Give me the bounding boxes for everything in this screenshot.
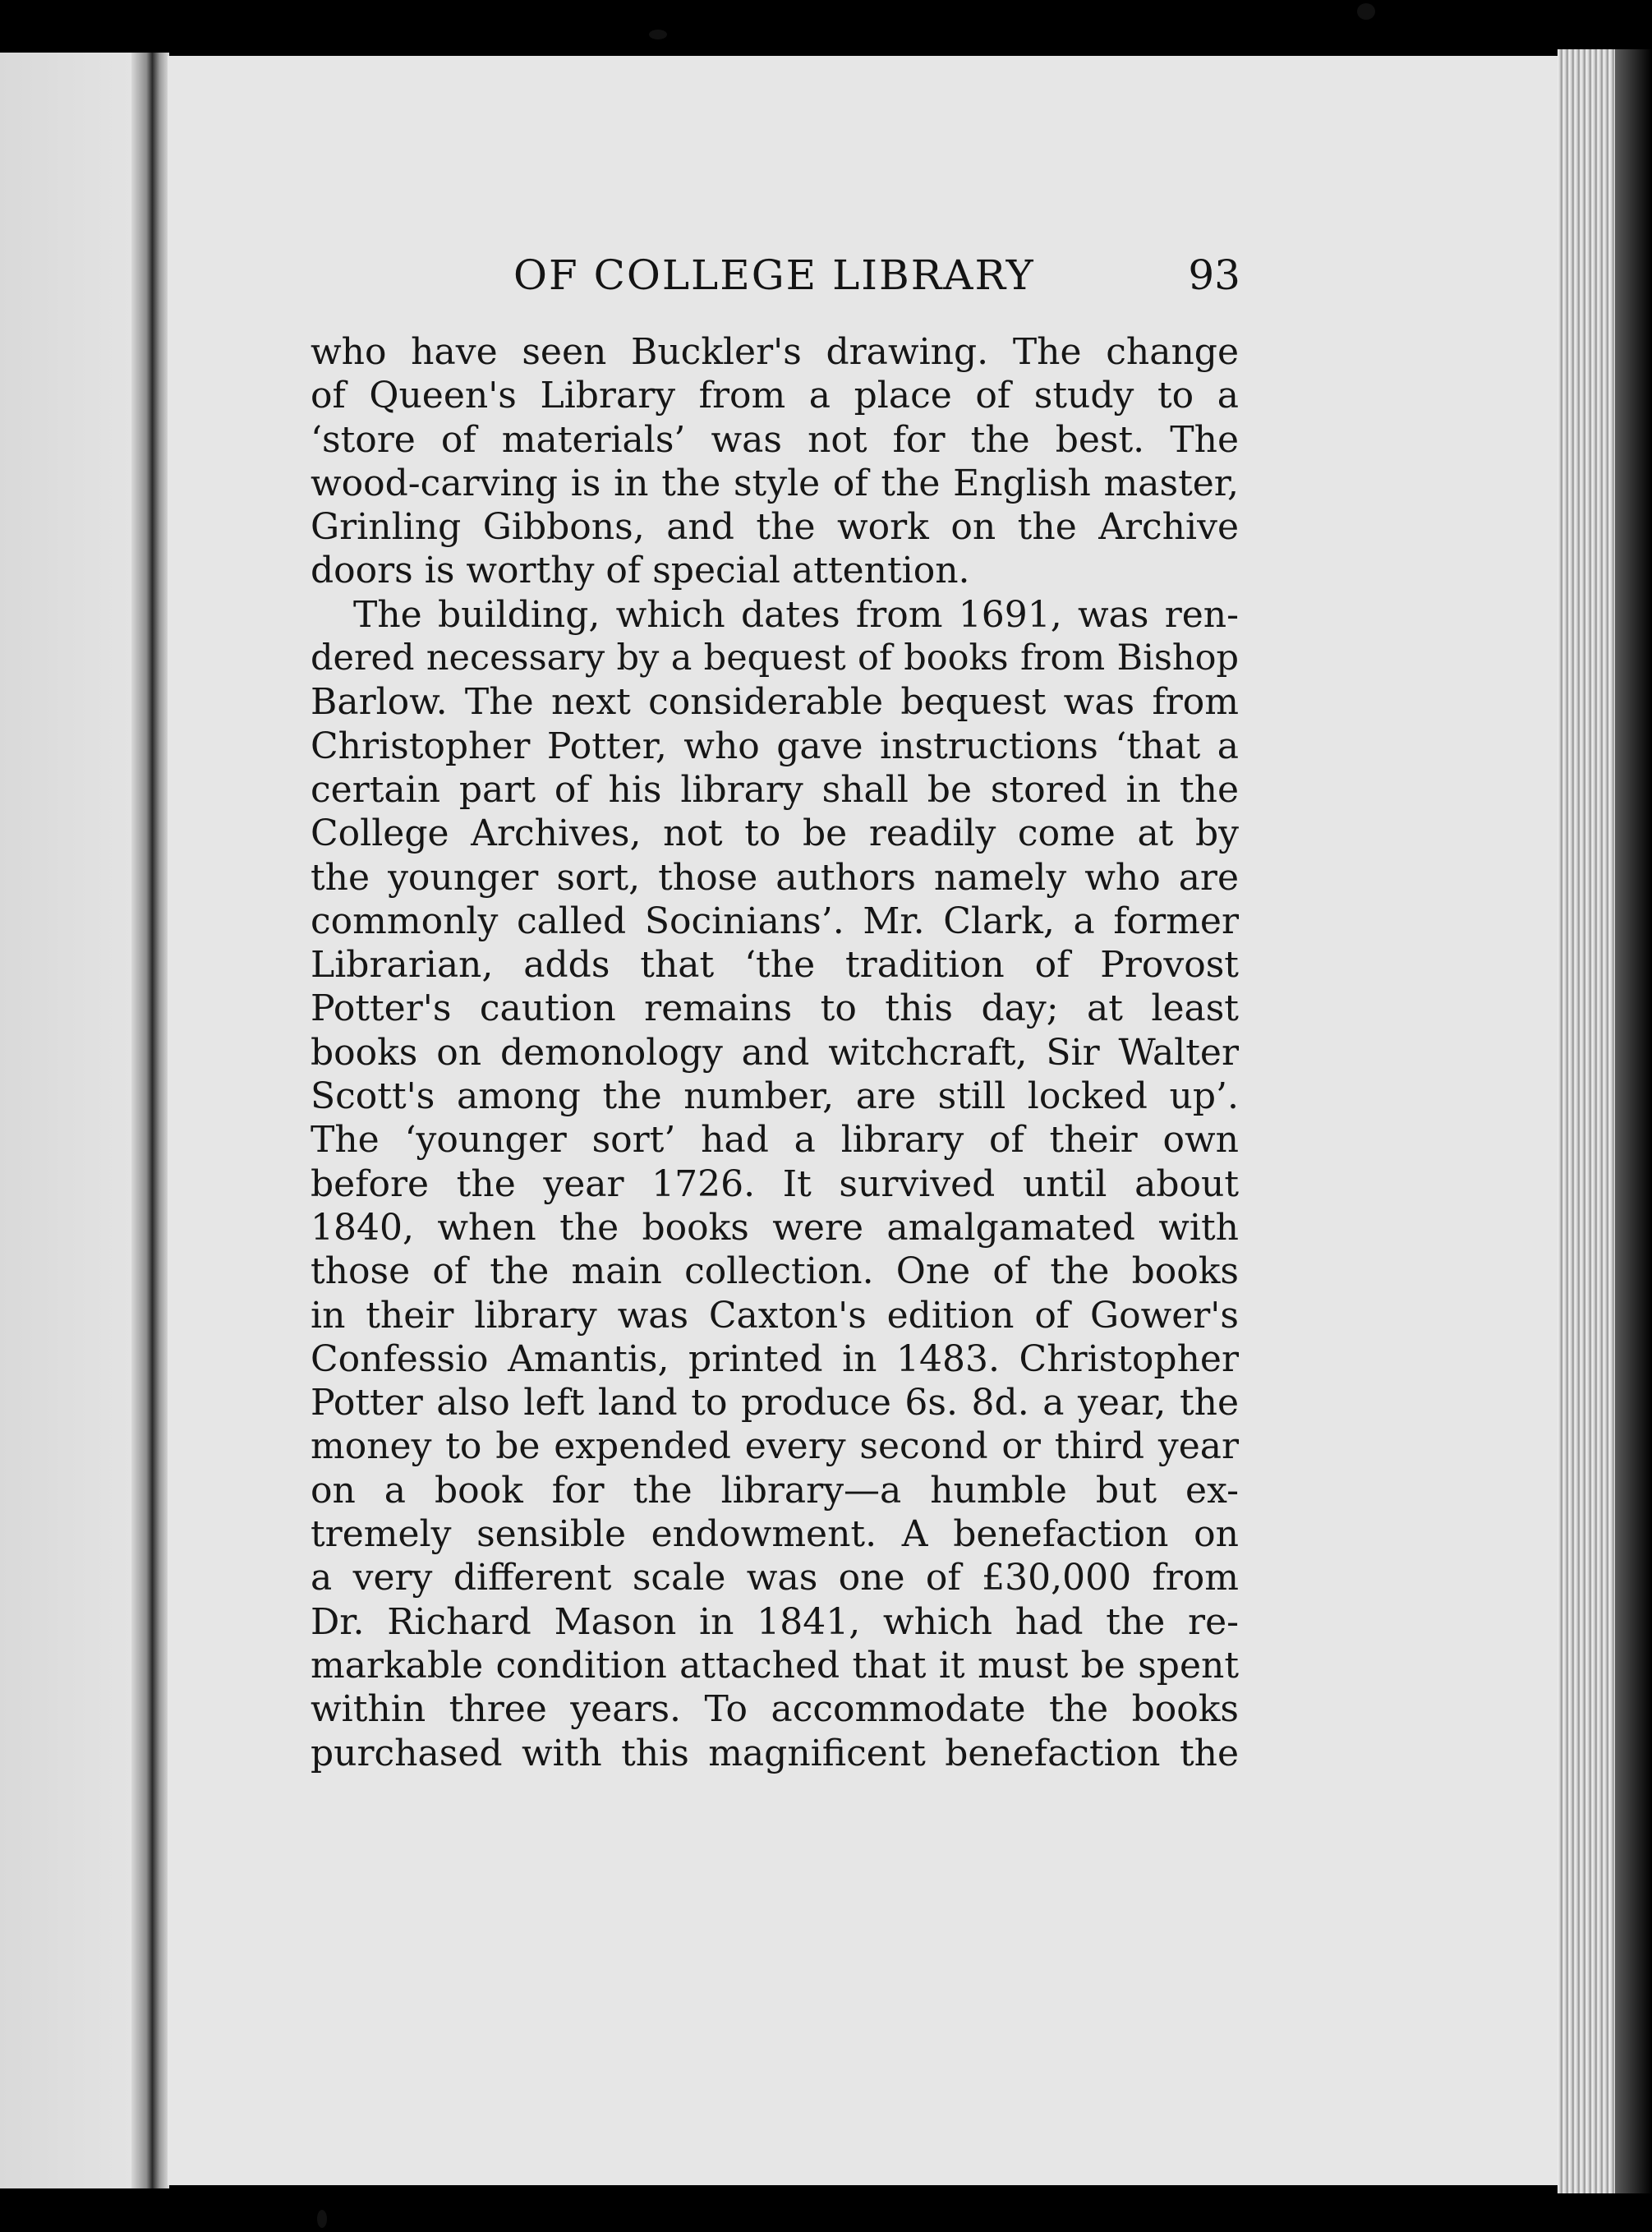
- text-line: wood-carving is in the style of the English master,: [311, 462, 1239, 504]
- text-line: books on demonology and witchcraft, Sir Walter: [311, 1031, 1239, 1074]
- text-line: markable condition attached that it must be spent: [311, 1644, 1239, 1687]
- text-line: on a book for the library—a humble but ex-: [311, 1469, 1239, 1512]
- scan-speck: [1357, 3, 1375, 20]
- paragraph-2: [311, 593, 1239, 1775]
- text-line: commonly called Socinians’. Mr. Clark, a former: [311, 900, 1239, 942]
- text-line: in their library was Caxton's edition of Gower's: [311, 1294, 1239, 1337]
- scan-speck: [317, 2210, 327, 2228]
- paragraph-1: [311, 330, 1239, 593]
- body-text: [311, 330, 1239, 1775]
- text-line: purchased with this magnificent benefaction the: [311, 1732, 1239, 1774]
- text-line: College Archives, not to be readily come at by: [311, 812, 1239, 855]
- text-line: certain part of his library shall be stored in the: [311, 768, 1239, 811]
- text-line: Dr. Richard Mason in 1841, which had the re-: [311, 1600, 1239, 1643]
- page-edges-shadow: [1615, 49, 1652, 2193]
- text-line: Librarian, adds that ‘the tradition of Provost: [311, 944, 1239, 987]
- text-line: money to be expended every second or third year: [311, 1425, 1239, 1468]
- page-edges: [1558, 49, 1615, 2193]
- running-title: OF COLLEGE LIBRARY: [513, 251, 1035, 299]
- text-line: ‘store of materials’ was not for the best. The: [311, 418, 1239, 461]
- text-line: Confessio Amantis, printed in 1483. Christopher: [311, 1337, 1239, 1380]
- text-line: tremely sensible endowment. A benefaction on: [311, 1513, 1239, 1556]
- scan-speck: [649, 30, 667, 39]
- text-line: a very different scale was one of £30,000 from: [311, 1557, 1239, 1599]
- text-line: Grinling Gibbons, and the work on the Archive: [311, 506, 1239, 549]
- book-gutter: [131, 53, 169, 2188]
- text-line: The building, which dates from 1691, was ren-: [353, 593, 1239, 636]
- text-line: Barlow. The next considerable bequest was from: [311, 681, 1239, 724]
- text-line: doors is worthy of special attention.: [311, 550, 970, 592]
- page-number: 93: [1188, 251, 1240, 299]
- text-line: those of the main collection. One of the books: [311, 1250, 1239, 1293]
- text-line: of Queen's Library from a place of study to a: [311, 375, 1239, 417]
- text-line: Christopher Potter, who gave instructions ‘that a: [311, 725, 1239, 767]
- text-line: The ‘younger sort’ had a library of their own: [311, 1119, 1239, 1162]
- text-line: who have seen Buckler's drawing. The change: [311, 331, 1239, 373]
- text-line: before the year 1726. It survived until about: [311, 1162, 1239, 1205]
- text-line: Potter's caution remains to this day; at least: [311, 987, 1239, 1030]
- text-line: 1840, when the books were amalgamated with: [311, 1206, 1239, 1249]
- text-line: dered necessary by a bequest of books from Bishop: [311, 637, 1239, 679]
- text-line: Scott's among the number, are still locked up’.: [311, 1075, 1239, 1118]
- text-line: the younger sort, those authors namely who are: [311, 856, 1239, 899]
- text-line: within three years. To accommodate the books: [311, 1688, 1239, 1731]
- text-line: Potter also left land to produce 6s. 8d. a year, the: [311, 1382, 1239, 1424]
- running-header: [312, 246, 1240, 304]
